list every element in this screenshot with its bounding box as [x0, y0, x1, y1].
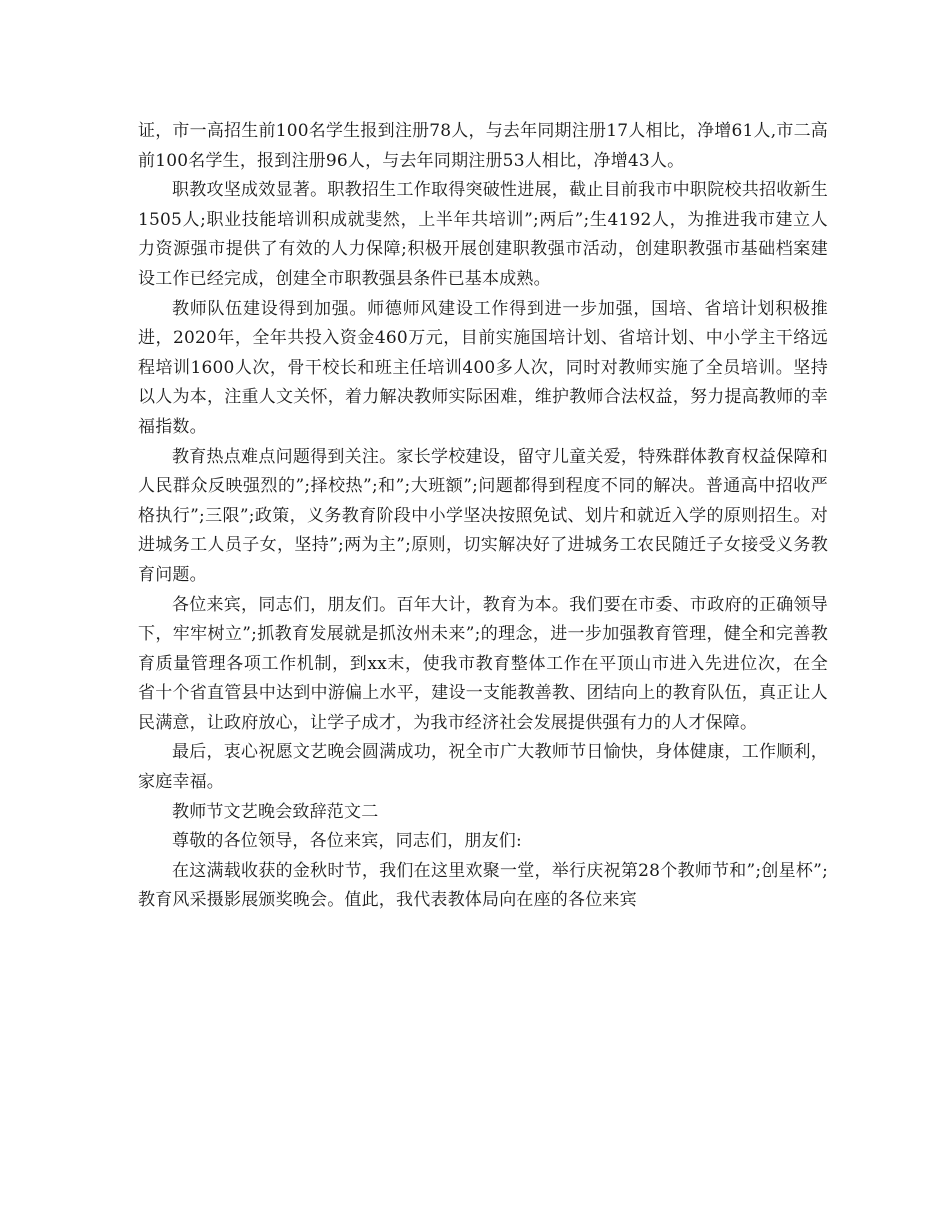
paragraph-continuation: 证，市一高招生前100名学生报到注册78人，与去年同期注册17人相比，净增61人,市二高前100名学生，报到注册96人，与去年同期注册53人相比，净增43人。 [138, 121, 828, 171]
paragraph-vocational-education: 职教攻坚成效显著。职教招生工作取得突破性进展，截止目前我市中职院校共招收新生1505人;职业技能培训积成就斐然，上半年共培训”;两后”;生4192人，为推进我市建立人力资源强市提供了有效的人力保障;积极开展创建职教强市活动，创建职教强市基础档案建设工作已经完成，创建全市职教强县条件已基本成熟。 [138, 180, 828, 289]
document-body [138, 117, 828, 916]
salutation-line: 尊敬的各位领导，各位来宾，同志们，朋友们: [172, 831, 522, 852]
section-heading: 教师节文艺晚会致辞范文二 [172, 801, 379, 822]
paragraph-teacher-team: 教师队伍建设得到加强。师德师风建设工作得到进一步加强，国培、省培计划积极推进，2020年，全年共投入资金460万元，目前实施国培计划、省培计划、中小学主干络远程培训1600人次，骨干校长和班主任培训400多人次，同时对教师实施了全员培训。坚持以人为本，注重人文关怀，着力解决教师实际困难，维护教师合法权益，努力提高教师的幸福指数。 [138, 298, 828, 437]
paragraph-opening-speech: 在这满载收获的金秋时节，我们在这里欢聚一堂，举行庆祝第28个教师节和”;创星杯”;教育风采摄影展颁奖晚会。值此，我代表教体局向在座的各位来宾 [138, 860, 828, 911]
paragraph-guests-address: 各位来宾，同志们，朋友们。百年大计，教育为本。我们要在市委、市政府的正确领导下，牢牢树立”;抓教育发展就是抓汝州未来”;的理念，进一步加强教育管理，健全和完善教育质量管理各项工作机制，到xx末，使我市教育整体工作在平顶山市进入先进位次，在全省十个省直管县中达到中游偏上水平，建设一支能教善教、团结向上的教育队伍，真正让人民满意，让政府放心，让学子成才，为我市经济社会发展提供强有力的人才保障。 [138, 594, 828, 733]
paragraph-closing-wishes: 最后，衷心祝愿文艺晚会圆满成功，祝全市广大教师节日愉快，身体健康，工作顺利，家庭幸福。 [138, 742, 828, 793]
paragraph-hot-issues: 教育热点难点问题得到关注。家长学校建设，留守儿童关爱，特殊群体教育权益保障和人民群众反映强烈的”;择校热”;和”;大班额”;问题都得到程度不同的解决。普通高中招收严格执行”;三限”;政策，义务教育阶段中小学坚决按照免试、划片和就近入学的原则招生。对进城务工人员子女，坚持”;两为主”;原则，切实解决好了进城务工农民随迁子女接受义务教育问题。 [138, 446, 828, 585]
